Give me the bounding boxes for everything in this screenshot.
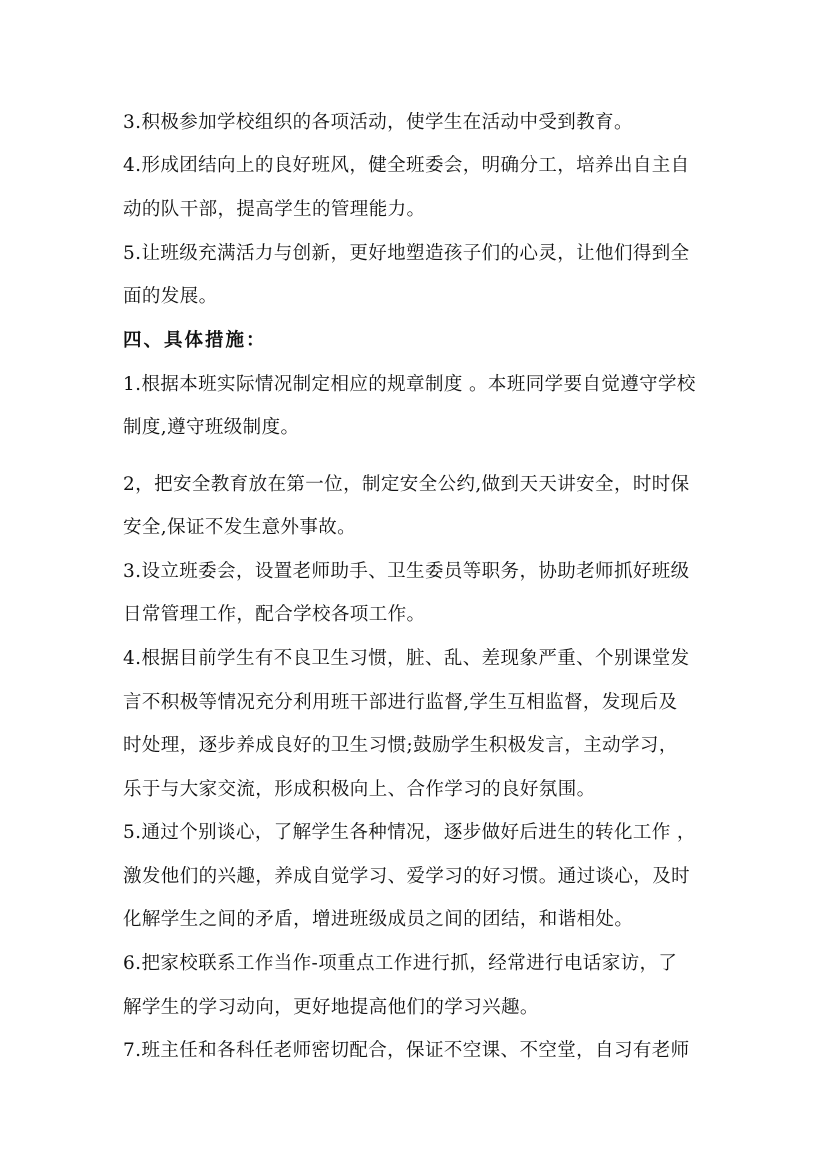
text-line: 动的队干部，提高学生的管理能力。 [123,199,426,220]
text-line: 面的发展。 [123,286,218,307]
text-line: 激发他们的兴趣，养成自觉学习、爱学习的好习惯。通过谈心，及时 [123,866,691,887]
text-line: 时处理，逐步养成良好的卫生习惯;鼓励学生积极发言，主动学习， [123,735,678,756]
text-line: 化解学生之间的矛盾，增进班级成员之间的团结，和谐相处。 [123,909,634,930]
text-line: 2，把安全教育放在第一位，制定安全公约,做到天天讲安全，时时保 [123,474,690,495]
text-line: 6.把家校联系工作当作-项重点工作进行抓，经常进行电话家访，了 [123,953,678,974]
text-line: 3.积极参加学校组织的各项活动，使学生在活动中受到教育。 [123,112,633,133]
text-line: 3.设立班委会，设置老师助手、卫生委员等职务，协助老师抓好班级 [123,561,690,582]
text-line: 4.根据目前学生有不良卫生习惯，脏、乱、差现象严重、个别课堂发 [123,648,690,669]
text-line: 5.让班级充满活力与创新，更好地塑造孩子们的心灵，让他们得到全 [123,243,690,264]
text-line: 1.根据本班实际情况制定相应的规章制度 。本班同学要自觉遵守学校 [123,374,696,395]
text-line: 安全,保证不发生意外事故。 [123,517,357,538]
text-line: 乐于与大家交流，形成积极向上、合作学习的良好氛围。 [123,779,596,800]
text-line: 7.班主任和各科任老师密切配合，保证不空课、不空堂，自习有老师 [123,1040,690,1061]
text-line: 5.通过个别谈心，了解学生各种情况，逐步做好后进生的转化工作 ， [123,822,696,843]
text-line: 4.形成团结向上的良好班风，健全班委会，明确分工，培养出自主自 [123,155,690,176]
section-heading: 四、具体措施： [123,330,267,351]
text-line: 解学生的学习动向，更好地提高他们的学习兴趣。 [123,997,539,1018]
text-line: 制度,遵守班级制度。 [123,417,300,438]
text-line: 言不积极等情况充分利用班干部进行监督,学生互相监督，发现后及 [123,692,678,713]
text-line: 日常管理工作，配合学校各项工作。 [123,604,426,625]
